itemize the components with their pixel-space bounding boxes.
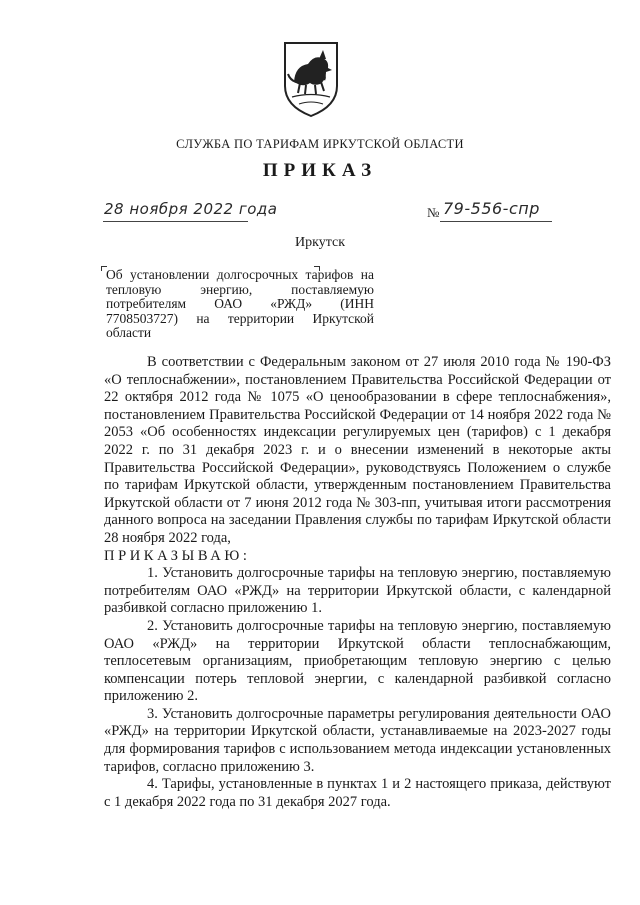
agency-name: СЛУЖБА ПО ТАРИФАМ ИРКУТСКОЙ ОБЛАСТИ: [176, 137, 464, 151]
document-title: ПРИКАЗ: [262, 160, 378, 181]
city-name: Иркутск: [294, 235, 346, 250]
order-item-2: 2. Установить долгосрочные тарифы на тепловую энергию, поставляемую ОАО «РЖД» на территории Иркутской области теплоснабжающим, теплосетевым организациям, приобретающим тепловую энергию с целью компенсации потерь тепловой энергии, с календарной разбивкой согласно приложению 2.: [104, 617, 611, 705]
irkutsk-coat-of-arms-icon: [282, 40, 340, 118]
order-body: [104, 354, 611, 811]
order-directive: ПРИКАЗЫВАЮ:: [104, 547, 251, 564]
order-item-1: 1. Установить долгосрочные тарифы на тепловую энергию, поставляемую потребителям ОАО «РЖД» на территории Иркутской области, с календарной разбивкой согласно приложению 1.: [104, 565, 611, 617]
order-number: 79-556-спр: [443, 199, 540, 218]
preamble-paragraph: В соответствии с Федеральным законом от 27 июля 2010 года № 190-ФЗ «О теплоснабжении», постановлением Правительства Российской Федерации от 22 октября 2012 года № 1075 «О ценообразовании в сфере теплоснабжения», постановлением Правительства Российской Федерации от 14 ноября 2022 года № 2053 «Об особенностях индексации регулируемых цен (тарифов) с 1 декабря 2022 г. по 31 декабря 2023 г. и о внесении изменений в некоторые акты Правительства Российской Федерации», руководствуясь Положением о службе по тарифам Иркутской области, утвержденным постановлением Правительства Иркутской области от 7 июня 2012 года № 303-пп, учитывая итоги рассмотрения данного вопроса на заседании Правления службы по тарифам Иркутской области 28 ноября 2022 года,: [104, 354, 611, 546]
date-underline: [103, 221, 248, 222]
order-item-4: 4. Тарифы, установленные в пунктах 1 и 2 настоящего приказа, действуют с 1 декабря 2022 года по 31 декабря 2027 года.: [104, 776, 611, 810]
order-subject: [106, 268, 374, 341]
number-underline: [440, 221, 552, 222]
number-sign: №: [427, 205, 440, 220]
subject-text: Об установлении долгосрочных тарифов на тепловую энергию, поставляемую потребителям ОАО «РЖД» (ИНН 7708503727) на территории Иркутской области: [106, 267, 374, 340]
order-item-3: 3. Установить долгосрочные параметры регулирования деятельности ОАО «РЖД» на территории Иркутской области, устанавливаемые на 2023-2027 годы для формирования тарифов с использованием метода индексации установленных тарифов, согласно приложению 3.: [104, 705, 611, 775]
order-date: 28 ноября 2022 года: [104, 200, 278, 218]
